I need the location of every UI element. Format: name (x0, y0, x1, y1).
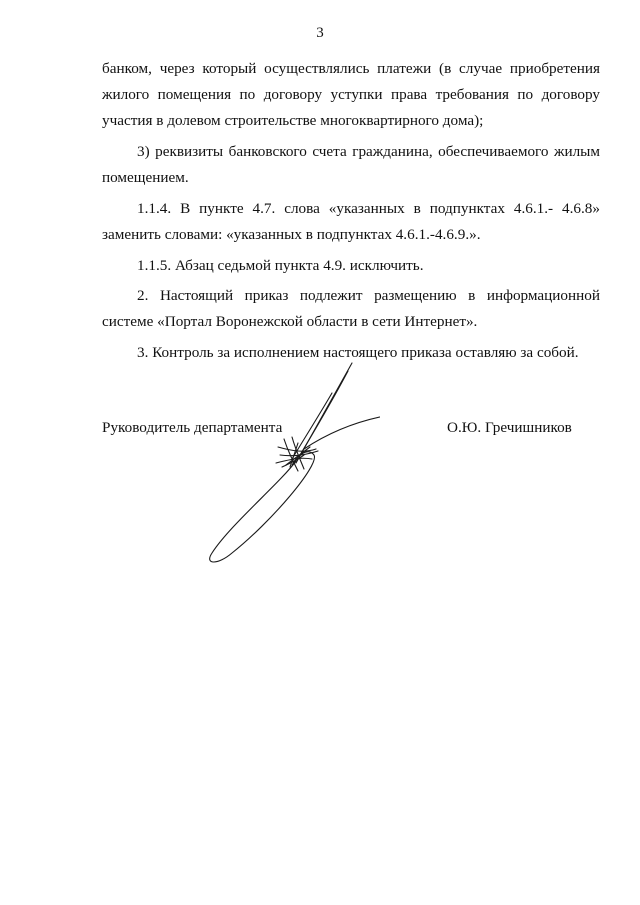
paragraph: 1.1.5. Абзац седьмой пункта 4.9. исключить. (137, 256, 424, 274)
paragraph: 3. Контроль за исполнением настоящего приказа оставляю за собой. (137, 343, 579, 361)
signatory-name: О.Ю. Гречишников (447, 419, 572, 436)
paragraph: 3) реквизиты банковского счета гражданина, обеспечиваемого жилым помещением. (102, 143, 600, 187)
page-number: 3 (316, 25, 324, 41)
paragraph: банком, через который осуществлялись платежи (в случае приобретения жилого помещения по договору уступки права требования по договору участия в долевом строительстве многоквартирного дома); (102, 60, 600, 130)
position-title: Руководитель департамента (102, 419, 283, 436)
signature-drawing (200, 355, 380, 570)
handwritten-signature (200, 355, 380, 570)
paragraph: 1.1.4. В пункте 4.7. слова «указанных в подпунктах 4.6.1.- 4.6.8» заменить словами: «указанных в подпунктах 4.6.1.-4.6.9.». (102, 199, 600, 243)
document-body (102, 56, 600, 371)
signature-line (102, 417, 600, 439)
paragraph: 2. Настоящий приказ подлежит размещению в информационной системе «Портал Воронежской области в сети Интернет». (102, 287, 600, 331)
